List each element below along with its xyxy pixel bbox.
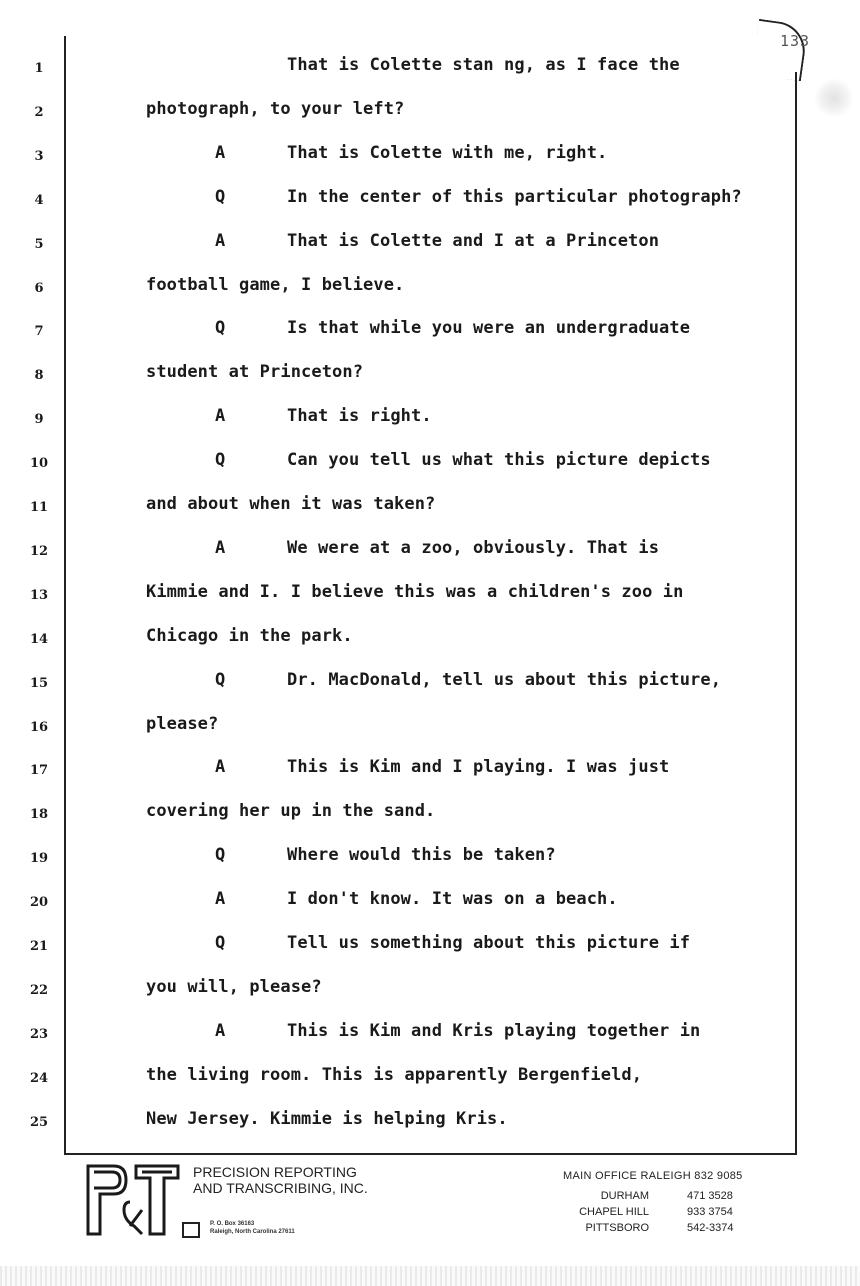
- line-text: Is that while you were an undergraduate: [287, 318, 691, 338]
- transcript-line: [0, 670, 860, 700]
- line-number: 20: [29, 895, 49, 910]
- transcript-line: [0, 538, 860, 568]
- transcript-line: [0, 318, 860, 348]
- line-number: 3: [34, 149, 44, 164]
- transcript-line: [0, 406, 860, 436]
- line-text: photograph, to your left?: [146, 99, 405, 119]
- firm-name: [193, 1164, 368, 1196]
- transcript-line: [0, 187, 860, 217]
- line-text: covering her up in the sand.: [146, 801, 436, 821]
- line-text: Kimmie and I. I believe this was a children's zoo in: [146, 582, 684, 602]
- speaker-label: Q: [215, 187, 226, 207]
- firm-address: [210, 1220, 295, 1236]
- transcript-line: [0, 889, 860, 919]
- line-text: Tell us something about this picture if: [287, 933, 691, 953]
- line-text: football game, I believe.: [146, 275, 405, 295]
- line-text: and about when it was taken?: [146, 494, 436, 514]
- address-line1: P. O. Box 36163: [210, 1221, 255, 1227]
- line-text: New Jersey. Kimmie is helping Kris.: [146, 1109, 508, 1129]
- speaker-label: Q: [215, 933, 226, 953]
- office-phone: 933 3754: [687, 1206, 733, 1218]
- line-number: 16: [29, 720, 49, 735]
- transcript-line: [0, 845, 860, 875]
- line-number: 2: [34, 105, 44, 120]
- address-line2: Raleigh, North Carolina 27611: [210, 1229, 295, 1235]
- line-number: 25: [29, 1115, 49, 1130]
- line-text: That is Colette and I at a Princeton: [287, 231, 660, 251]
- line-text: That is Colette with me, right.: [287, 143, 608, 163]
- line-number: 17: [29, 763, 49, 778]
- line-text: the living room. This is apparently Bergenfield,: [146, 1065, 643, 1085]
- line-text: Chicago in the park.: [146, 626, 353, 646]
- bottom-rule: [64, 1153, 797, 1155]
- office-city: DURHAM: [600, 1190, 649, 1202]
- line-number: 18: [29, 807, 49, 822]
- line-text: Where would this be taken?: [287, 845, 556, 865]
- transcript-line: [0, 933, 860, 963]
- line-number: 14: [29, 632, 49, 647]
- line-text: In the center of this particular photograph?: [287, 187, 742, 207]
- reporter-footer: [0, 1158, 860, 1268]
- line-number: 4: [34, 193, 44, 208]
- speaker-label: A: [215, 406, 226, 426]
- transcript-line: [0, 275, 860, 305]
- line-number: 10: [29, 456, 49, 471]
- main-office: MAIN OFFICE RALEIGH 832 9085: [563, 1170, 743, 1182]
- speaker-label: A: [215, 889, 226, 909]
- speaker-label: Q: [215, 845, 226, 865]
- transcript-line: [0, 1021, 860, 1051]
- line-text: student at Princeton?: [146, 362, 364, 382]
- transcript-line: [0, 714, 860, 744]
- line-number: 22: [29, 983, 49, 998]
- office-city: PITTSBORO: [585, 1222, 649, 1234]
- line-number: 21: [29, 939, 49, 954]
- transcript-line: [0, 977, 860, 1007]
- transcript-line: [0, 757, 860, 787]
- line-text: That is Colette stan ng, as I face the: [287, 55, 680, 75]
- transcript-line: [0, 99, 860, 129]
- transcript-line: [0, 582, 860, 612]
- transcript-line: [0, 801, 860, 831]
- transcript-line: [0, 450, 860, 480]
- transcript-line: [0, 143, 860, 173]
- transcript-line: [0, 1109, 860, 1139]
- line-number: 9: [34, 412, 44, 427]
- transcript-line: [0, 362, 860, 392]
- line-number: 7: [34, 324, 44, 339]
- line-number: 19: [29, 851, 49, 866]
- line-text: That is right.: [287, 406, 432, 426]
- speaker-label: Q: [215, 318, 226, 338]
- line-number: 1: [34, 61, 44, 76]
- pt-logo-icon: [84, 1162, 182, 1238]
- transcript-line: [0, 55, 860, 85]
- speaker-label: A: [215, 231, 226, 251]
- line-text: please?: [146, 714, 219, 734]
- office-phone: 542-3374: [687, 1222, 734, 1234]
- line-text: This is Kim and I playing. I was just: [287, 757, 670, 777]
- line-number: 15: [29, 676, 49, 691]
- firm-name-line1: PRECISION REPORTING: [193, 1164, 357, 1180]
- line-text: This is Kim and Kris playing together in: [287, 1021, 701, 1041]
- line-number: 13: [29, 588, 49, 603]
- line-text: you will, please?: [146, 977, 322, 997]
- firm-name-line2: AND TRANSCRIBING, INC.: [193, 1180, 368, 1196]
- scan-edge-noise: [0, 1266, 860, 1286]
- office-phone: 471 3528: [687, 1190, 733, 1202]
- line-number: 24: [29, 1071, 49, 1086]
- transcript-line: [0, 494, 860, 524]
- transcript-line: [0, 1065, 860, 1095]
- office-city: CHAPEL HILL: [579, 1206, 649, 1218]
- speaker-label: A: [215, 538, 226, 558]
- line-number: 11: [29, 500, 49, 515]
- speaker-label: Q: [215, 670, 226, 690]
- speaker-label: A: [215, 757, 226, 777]
- line-number: 6: [34, 281, 44, 296]
- speaker-label: A: [215, 143, 226, 163]
- speaker-label: A: [215, 1021, 226, 1041]
- line-text: Can you tell us what this picture depicts: [287, 450, 711, 470]
- line-number: 5: [34, 237, 44, 252]
- transcript-line: [0, 231, 860, 261]
- page-number: 133: [780, 32, 811, 50]
- line-number: 23: [29, 1027, 49, 1042]
- line-number: 8: [34, 368, 44, 383]
- transcript-line: [0, 626, 860, 656]
- line-text: I don't know. It was on a beach.: [287, 889, 618, 909]
- speaker-label: Q: [215, 450, 226, 470]
- logo-box: [182, 1222, 200, 1238]
- line-text: Dr. MacDonald, tell us about this picture,: [287, 670, 722, 690]
- line-text: We were at a zoo, obviously. That is: [287, 538, 660, 558]
- line-number: 12: [29, 544, 49, 559]
